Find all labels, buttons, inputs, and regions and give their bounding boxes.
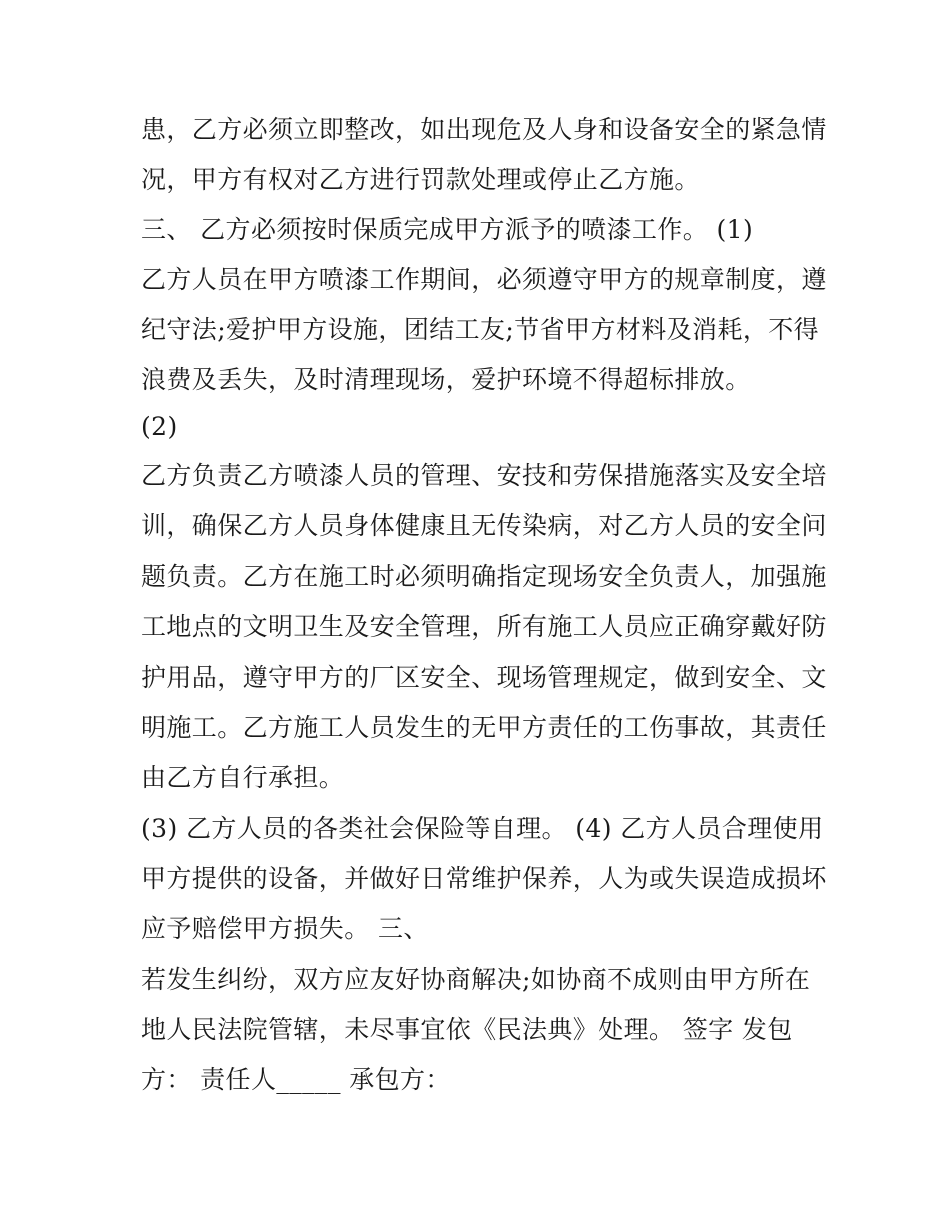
text-line: 由乙方自行承担。 xyxy=(141,763,345,792)
text-line: 应予赔偿甲方损失。 三、 xyxy=(141,914,429,943)
text-line: 乙方负责乙方喷漆人员的管理、安技和劳保措施落实及安全培 xyxy=(141,461,827,490)
text-line: 甲方提供的设备，并做好日常维护保养，人为或失误造成损坏 xyxy=(141,864,827,893)
text-line: 训，确保乙方人员身体健康且无传染病，对乙方人员的安全问 xyxy=(141,511,827,540)
text-line: 明施工。乙方施工人员发生的无甲方责任的工伤事故，其责任 xyxy=(141,713,827,742)
text-line: 工地点的文明卫生及安全管理，所有施工人员应正确穿戴好防 xyxy=(141,612,827,641)
text-line: 护用品，遵守甲方的厂区安全、现场管理规定，做到安全、文 xyxy=(141,663,827,692)
text-line: 患，乙方必须立即整改，如出现危及人身和设备安全的紧急情 xyxy=(141,115,827,144)
text-line: 纪守法;爱护甲方设施，团结工友;节省甲方材料及消耗，不得 xyxy=(141,315,820,344)
text-line: 方： 责任人_____ 承包方： xyxy=(141,1065,451,1094)
text-line: 乙方人员在甲方喷漆工作期间，必须遵守甲方的规章制度，遵 xyxy=(141,265,827,294)
text-line: 浪费及丢失，及时清理现场，爱护环境不得超标排放。 xyxy=(141,365,751,394)
text-line: 若发生纠纷，双方应友好协商解决;如协商不成则由甲方所在 xyxy=(141,965,811,994)
text-line: (2) xyxy=(141,412,178,441)
text-line: 地人民法院管辖，未尽事宜依《民法典》处理。 签字 发包 xyxy=(141,1015,793,1044)
text-line: 三、 乙方必须按时保质完成甲方派予的喷漆工作。 (1) xyxy=(141,215,754,244)
text-line: (3) 乙方人员的各类社会保险等自理。 (4) 乙方人员合理使用 xyxy=(141,814,824,843)
text-line: 题负责。乙方在施工时必须明确指定现场安全负责人，加强施 xyxy=(141,562,827,591)
text-line: 况，甲方有权对乙方进行罚款处理或停止乙方施。 xyxy=(141,165,700,194)
